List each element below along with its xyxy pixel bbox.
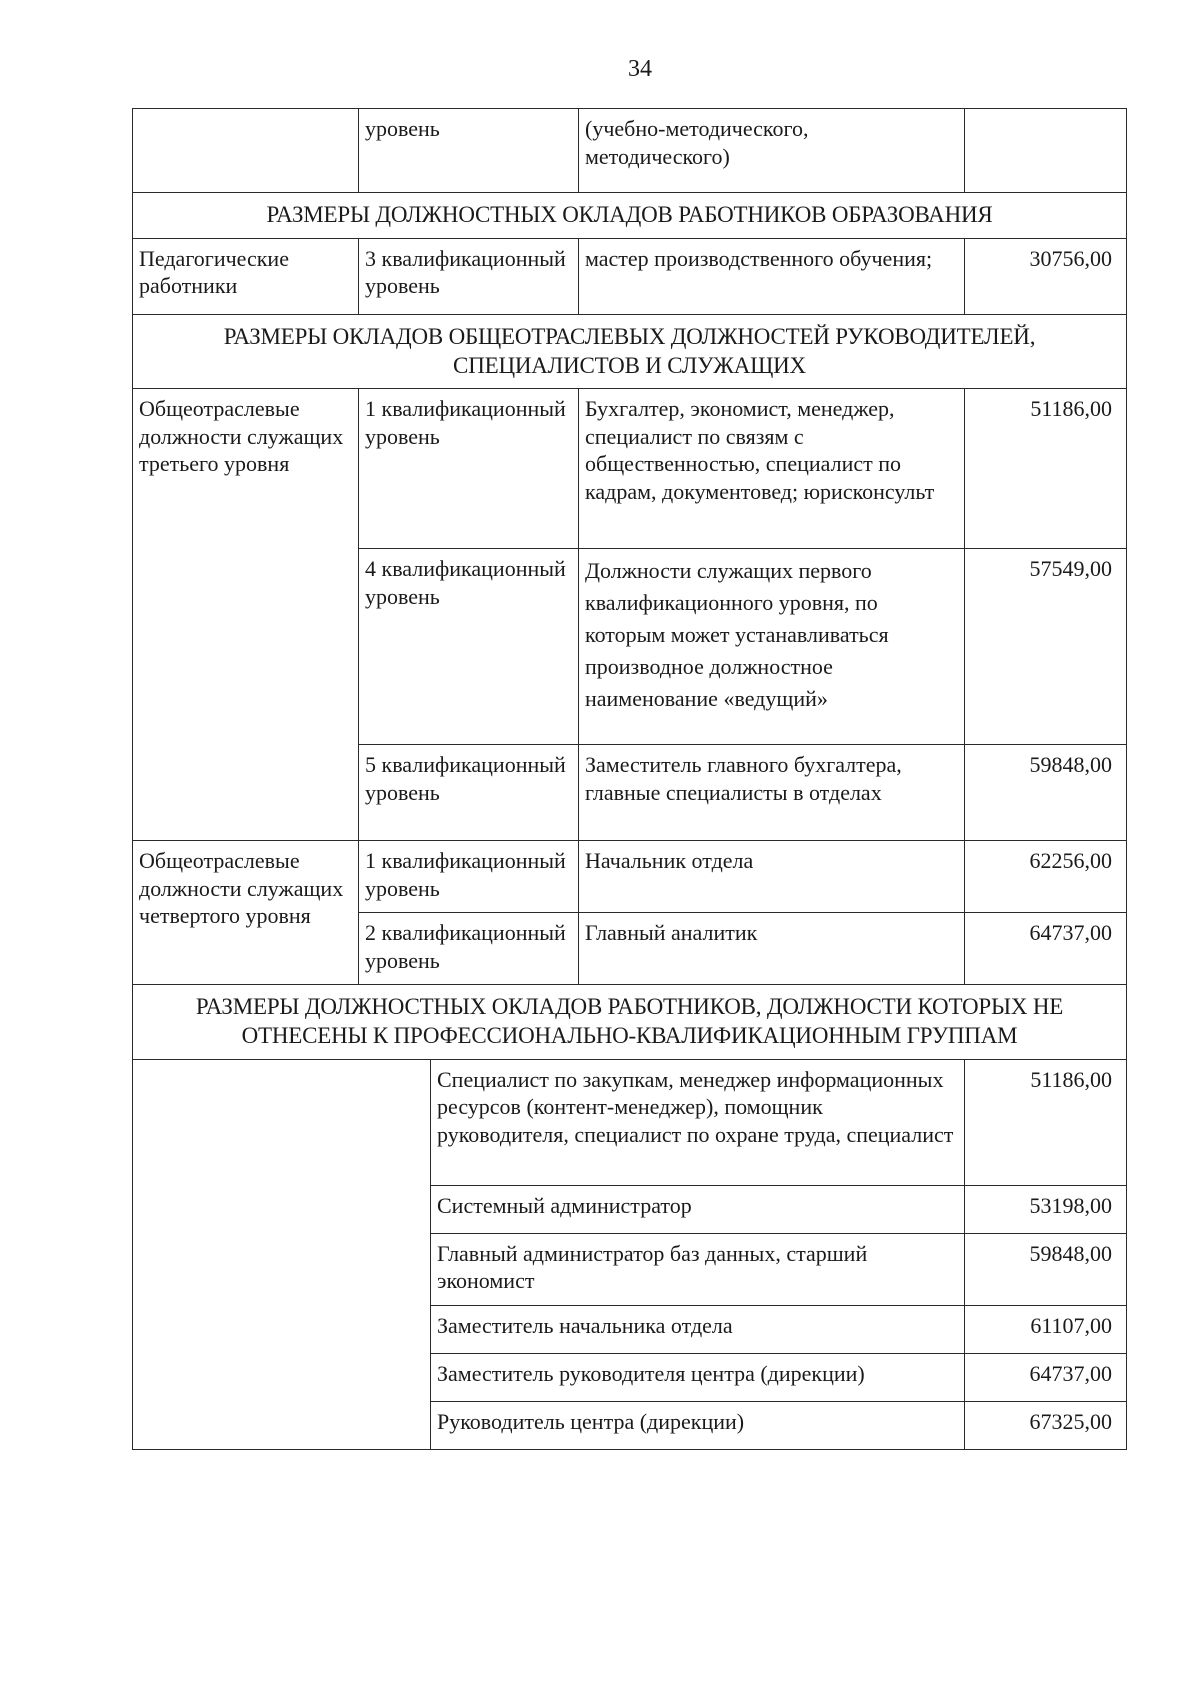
- section-header-row: [133, 314, 1127, 389]
- salary-cell: 64737,00: [965, 913, 1127, 985]
- section-header-row: [133, 985, 1127, 1060]
- empty-group-cell: [133, 1059, 431, 1449]
- position-cell: Заместитель начальника отдела: [431, 1305, 965, 1353]
- group-cell: Общеотраслевые должности служащих третьего уровня: [133, 389, 359, 841]
- group-cell: Педагогические работники: [133, 238, 359, 314]
- section-title: РАЗМЕРЫ ОКЛАДОВ ОБЩЕОТРАСЛЕВЫХ ДОЛЖНОСТЕЙ РУКОВОДИТЕЛЕЙ, СПЕЦИАЛИСТОВ И СЛУЖАЩИХ: [133, 314, 1127, 389]
- position-cell: Должности служащих первого квалификационного уровня, по которым может устанавливаться производное должностное наименование «ведущий»: [579, 549, 965, 745]
- position-cell: Заместитель руководителя центра (дирекции): [431, 1353, 965, 1401]
- salary-cell: [965, 109, 1127, 193]
- salary-cell: 30756,00: [965, 238, 1127, 314]
- salary-cell: 64737,00: [965, 1353, 1127, 1401]
- table-row: [133, 238, 1127, 314]
- salary-cell: 51186,00: [965, 1059, 1127, 1185]
- salary-cell: 59848,00: [965, 745, 1127, 841]
- salary-cell: 59848,00: [965, 1233, 1127, 1305]
- position-cell: Специалист по закупкам, менеджер информационных ресурсов (контент-менеджер), помощник руководителя, специалист по охране труда, специалист: [431, 1059, 965, 1185]
- level-cell: 1 квалификационный уровень: [359, 389, 579, 549]
- salary-cell: 51186,00: [965, 389, 1127, 549]
- level-cell: 2 квалификационный уровень: [359, 913, 579, 985]
- salary-cell: 62256,00: [965, 841, 1127, 913]
- salary-cell: 57549,00: [965, 549, 1127, 745]
- position-cell: мастер производственного обучения;: [579, 238, 965, 314]
- position-cell: Заместитель главного бухгалтера, главные специалисты в отделах: [579, 745, 965, 841]
- table-row: [133, 841, 1127, 913]
- table-row: [133, 1059, 1127, 1185]
- salary-table: [132, 108, 1127, 1450]
- section-title: РАЗМЕРЫ ДОЛЖНОСТНЫХ ОКЛАДОВ РАБОТНИКОВ, ДОЛЖНОСТИ КОТОРЫХ НЕ ОТНЕСЕНЫ К ПРОФЕССИОНАЛЬНО-КВАЛИФИКАЦИОННЫМ ГРУППАМ: [133, 985, 1127, 1060]
- section-header-row: [133, 193, 1127, 239]
- position-cell: Начальник отдела: [579, 841, 965, 913]
- level-cell: 1 квалификационный уровень: [359, 841, 579, 913]
- table-row: [133, 109, 1127, 193]
- salary-cell: 53198,00: [965, 1185, 1127, 1233]
- level-cell: 5 квалификационный уровень: [359, 745, 579, 841]
- position-cell: (учебно-методического, методического): [579, 109, 965, 193]
- table-row: [133, 389, 1127, 549]
- salary-cell: 61107,00: [965, 1305, 1127, 1353]
- group-cell: Общеотраслевые должности служащих четвертого уровня: [133, 841, 359, 985]
- level-cell: уровень: [359, 109, 579, 193]
- level-cell: 3 квалификационный уровень: [359, 238, 579, 314]
- position-cell: Главный администратор баз данных, старший экономист: [431, 1233, 965, 1305]
- position-cell: Главный аналитик: [579, 913, 965, 985]
- level-cell: 4 квалификационный уровень: [359, 549, 579, 745]
- position-cell: Бухгалтер, экономист, менеджер, специалист по связям с общественностью, специалист по кадрам, документовед; юрисконсульт: [579, 389, 965, 549]
- position-cell: Руководитель центра (дирекции): [431, 1401, 965, 1449]
- section-title: РАЗМЕРЫ ДОЛЖНОСТНЫХ ОКЛАДОВ РАБОТНИКОВ ОБРАЗОВАНИЯ: [133, 193, 1127, 239]
- page-number: 34: [628, 56, 652, 82]
- group-cell: [133, 109, 359, 193]
- salary-cell: 67325,00: [965, 1401, 1127, 1449]
- position-cell: Системный администратор: [431, 1185, 965, 1233]
